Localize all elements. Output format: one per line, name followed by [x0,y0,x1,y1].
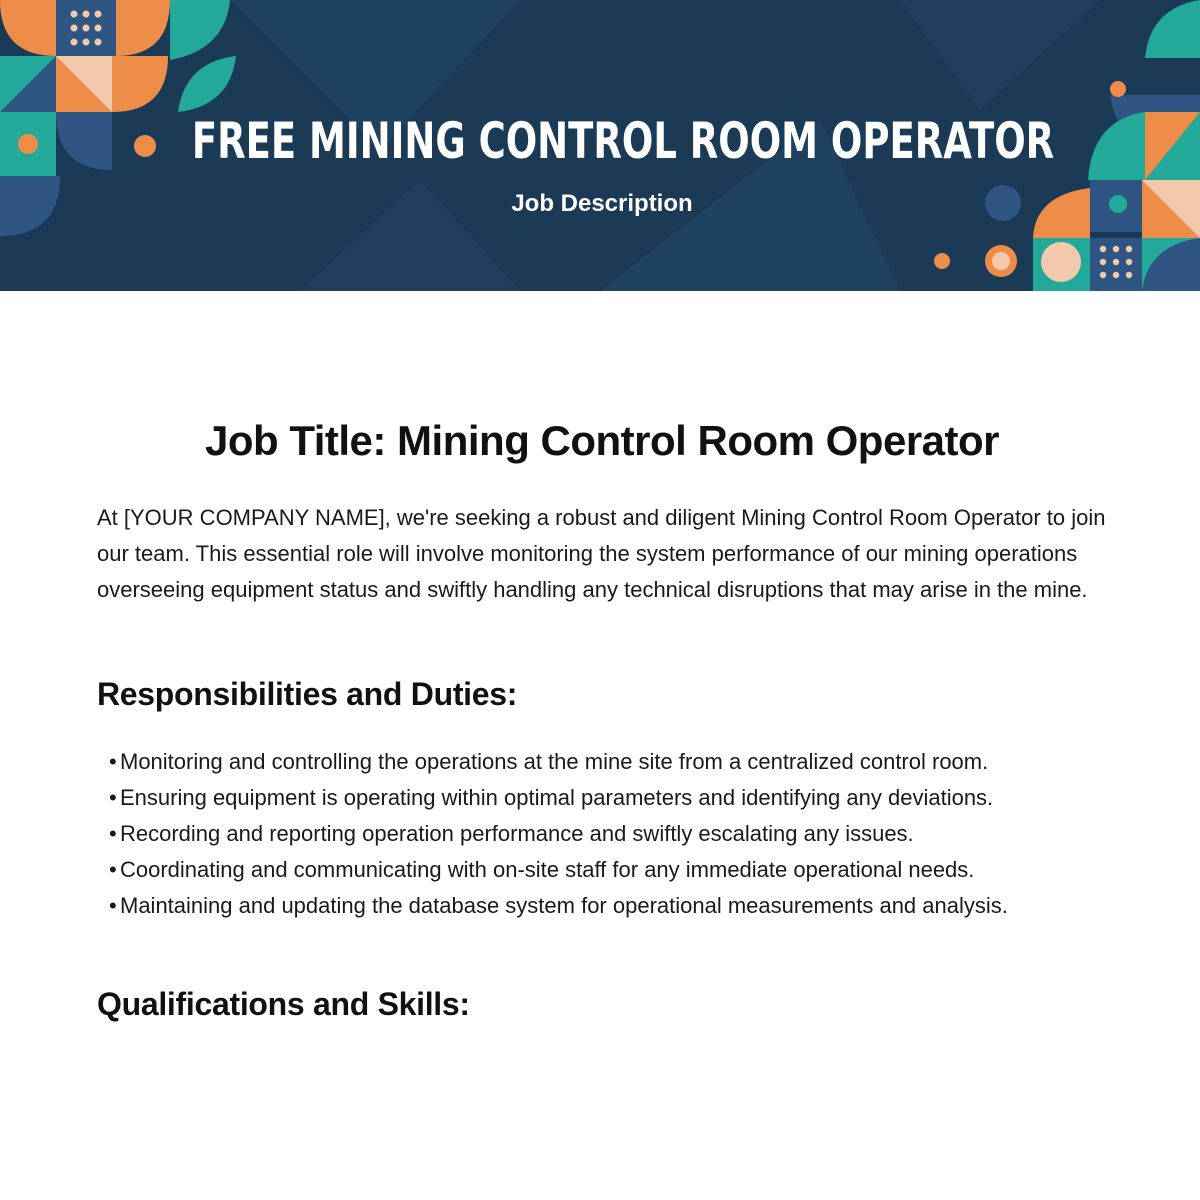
list-item [109,852,1107,888]
document-body [97,412,1107,1024]
list-item [109,744,1107,780]
list-item-text: Recording and reporting operation performance and swiftly escalating any issues. [120,821,914,846]
bullet-icon: • [109,821,117,846]
banner-subtitle: Job Description [511,190,693,217]
bullet-icon: • [109,857,117,882]
list-item-text: Monitoring and controlling the operations at the mine site from a centralized control room. [120,749,989,774]
banner-title: FREE MINING CONTROL ROOM OPERATOR [191,112,1055,170]
responsibilities-heading: Responsibilities and Duties: [97,676,518,712]
qualifications-heading: Qualifications and Skills: [97,986,470,1022]
bullet-icon: • [109,749,117,774]
header-banner [0,0,1200,291]
list-item-text: Maintaining and updating the database system for operational measurements and analysis. [120,893,1008,918]
bullet-icon: • [109,893,117,918]
responsibilities-list [97,744,1107,924]
intro-paragraph: At [YOUR COMPANY NAME], we're seeking a robust and diligent Mining Control Room Operator to join our team. This essential role will involve monitoring the system performance of our mining operations overseeing equipment status and swiftly handling any technical disruptions that may arise in the mine. [97,505,1106,602]
job-title: Job Title: Mining Control Room Operator [204,417,1000,464]
list-item [109,816,1107,852]
list-item [109,780,1107,816]
list-item-text: Coordinating and communicating with on-site staff for any immediate operational needs. [120,857,975,882]
bullet-icon: • [109,785,117,810]
list-item-text: Ensuring equipment is operating within optimal parameters and identifying any deviations. [120,785,994,810]
list-item [109,888,1107,924]
